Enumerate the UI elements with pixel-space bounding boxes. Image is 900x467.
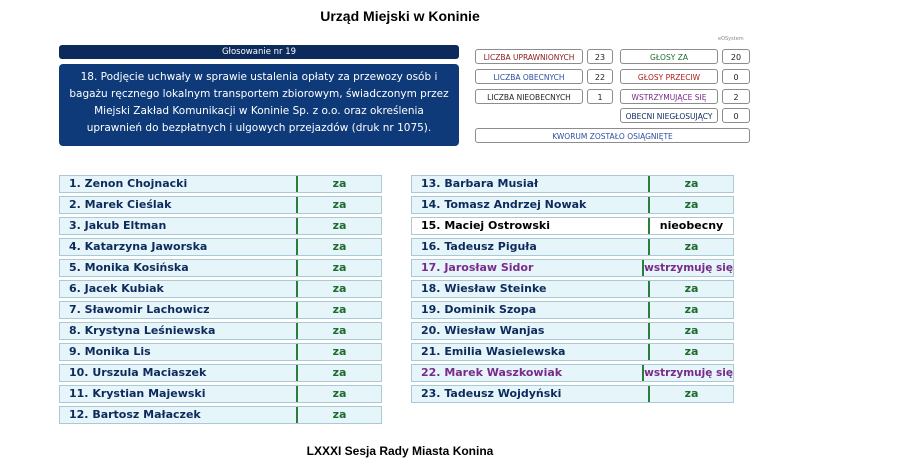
councillor-name: 7. Sławomir Lachowicz bbox=[60, 302, 298, 318]
councillor-row bbox=[411, 343, 734, 361]
councillor-row bbox=[59, 238, 382, 256]
councillor-row bbox=[59, 343, 382, 361]
councillor-row bbox=[59, 196, 382, 214]
councillor-vote: za bbox=[684, 324, 699, 337]
councillor-row bbox=[411, 385, 734, 403]
stat-present-value: 22 bbox=[587, 69, 613, 84]
councillor-name: 23. Tadeusz Wojdyński bbox=[412, 386, 650, 402]
councillor-vote: za bbox=[332, 177, 347, 190]
councillor-vote: za bbox=[684, 282, 699, 295]
councillor-vote: za bbox=[332, 408, 347, 421]
page-title: Urząd Miejski w Koninie bbox=[320, 8, 480, 24]
councillor-vote: za bbox=[684, 345, 699, 358]
councillor-row bbox=[59, 259, 382, 277]
councillor-row bbox=[59, 364, 382, 382]
councillor-name: 8. Krystyna Leśniewska bbox=[60, 323, 298, 339]
stat-abstain-value: 2 bbox=[722, 89, 750, 104]
stat-absent-label: LICZBA NIEOBECNYCH bbox=[475, 89, 583, 104]
councillor-name: 13. Barbara Musiał bbox=[412, 176, 650, 192]
councillor-name: 3. Jakub Eltman bbox=[60, 218, 298, 234]
resolution-text: 18. Podjęcie uchwały w sprawie ustalenia opłaty za przewozy osób i bagażu ręcznego lokalnym transportem zbiorowym, świadczonym przez Miejski Zakład Komunikacji w Koninie Sp. z o.o. oraz określenia uprawnień do bezpłatnych i ulgowych przejazdów (druk nr 1075). bbox=[59, 64, 459, 146]
stat-entitled-label: LICZBA UPRAWNIONYCH bbox=[475, 49, 583, 64]
councillor-vote: wstrzymuję się bbox=[644, 262, 733, 274]
councillor-row bbox=[411, 196, 734, 214]
councillor-row bbox=[59, 301, 382, 319]
councillor-vote: za bbox=[332, 345, 347, 358]
councillor-row bbox=[411, 301, 734, 319]
councillor-row bbox=[59, 175, 382, 193]
councillor-vote: za bbox=[332, 219, 347, 232]
councillor-name: 6. Jacek Kubiak bbox=[60, 281, 298, 297]
councillor-vote: za bbox=[684, 303, 699, 316]
councillor-vote: wstrzymuję się bbox=[644, 367, 733, 379]
councillor-vote: za bbox=[684, 198, 699, 211]
councillor-vote: za bbox=[332, 324, 347, 337]
councillor-name: 20. Wiesław Wanjas bbox=[412, 323, 650, 339]
session-footer: LXXXI Sesja Rady Miasta Konina bbox=[306, 444, 494, 458]
councillor-row bbox=[411, 259, 734, 277]
councillor-row bbox=[59, 406, 382, 424]
councillor-vote: za bbox=[684, 387, 699, 400]
councillor-name: 17. Jarosław Sidor bbox=[412, 260, 644, 276]
councillor-vote: za bbox=[684, 240, 699, 253]
stat-abstain-label: WSTRZYMUJĄCE SIĘ bbox=[620, 89, 718, 104]
stat-against-value: 0 bbox=[722, 69, 750, 84]
councillor-row bbox=[59, 322, 382, 340]
vote-number-header: Głosowanie nr 19 bbox=[59, 45, 459, 59]
councillor-vote: za bbox=[332, 303, 347, 316]
stat-absent-value: 1 bbox=[587, 89, 613, 104]
councillor-row bbox=[411, 280, 734, 298]
councillor-name: 16. Tadeusz Piguła bbox=[412, 239, 650, 255]
councillor-name: 9. Monika Lis bbox=[60, 344, 298, 360]
stat-entitled-value: 23 bbox=[587, 49, 613, 64]
councillor-name: 4. Katarzyna Jaworska bbox=[60, 239, 298, 255]
councillor-name: 2. Marek Cieślak bbox=[60, 197, 298, 213]
councillor-name: 18. Wiesław Steinke bbox=[412, 281, 650, 297]
councillor-row bbox=[411, 322, 734, 340]
councillor-vote: nieobecny bbox=[659, 219, 724, 232]
quorum-status: KWORUM ZOSTAŁO OSIĄGNIĘTE bbox=[475, 128, 750, 143]
councillor-name: 15. Maciej Ostrowski bbox=[412, 218, 650, 234]
councillor-row bbox=[59, 217, 382, 235]
stat-present-label: LICZBA OBECNYCH bbox=[475, 69, 583, 84]
councillor-name: 1. Zenon Chojnacki bbox=[60, 176, 298, 192]
stat-against-label: GŁOSY PRZECIW bbox=[620, 69, 718, 84]
councillor-row bbox=[59, 385, 382, 403]
councillor-vote: za bbox=[332, 240, 347, 253]
councillor-row bbox=[411, 175, 734, 193]
councillor-vote: za bbox=[332, 198, 347, 211]
councillor-row bbox=[411, 217, 734, 235]
councillor-name: 14. Tomasz Andrzej Nowak bbox=[412, 197, 650, 213]
councillor-vote: za bbox=[332, 261, 347, 274]
councillor-name: 19. Dominik Szopa bbox=[412, 302, 650, 318]
councillor-row bbox=[411, 364, 734, 382]
stat-for-value: 20 bbox=[722, 49, 750, 64]
councillor-name: 5. Monika Kosińska bbox=[60, 260, 298, 276]
councillor-name: 12. Bartosz Małaczek bbox=[60, 407, 298, 423]
councillor-name: 21. Emilia Wasielewska bbox=[412, 344, 650, 360]
system-logo: eOSystem bbox=[718, 36, 744, 42]
councillor-vote: za bbox=[684, 177, 699, 190]
councillor-name: 10. Urszula Maciaszek bbox=[60, 365, 298, 381]
councillor-row bbox=[411, 238, 734, 256]
councillor-vote: za bbox=[332, 366, 347, 379]
councillor-vote: za bbox=[332, 387, 347, 400]
stat-not-voting-value: 0 bbox=[722, 108, 750, 123]
stat-not-voting-label: OBECNI NIEGŁOSUJĄCY bbox=[620, 108, 718, 123]
councillor-vote: za bbox=[332, 282, 347, 295]
stat-for-label: GŁOSY ZA bbox=[620, 49, 718, 64]
councillor-name: 22. Marek Waszkowiak bbox=[412, 365, 644, 381]
councillor-row bbox=[59, 280, 382, 298]
councillor-name: 11. Krystian Majewski bbox=[60, 386, 298, 402]
